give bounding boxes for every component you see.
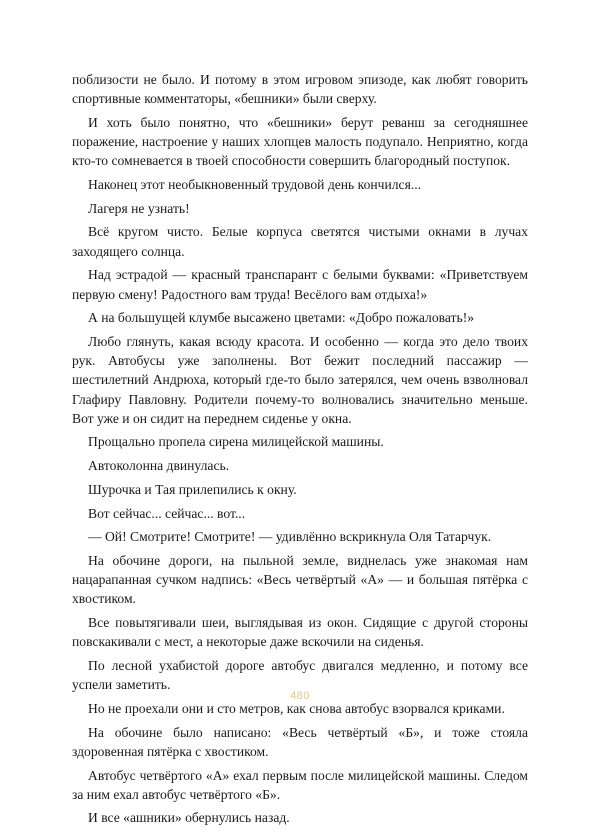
paragraph-4: Лагеря не узнать! (88, 200, 190, 216)
page-number: 480 (290, 690, 310, 702)
paragraph-13: — Ой! Смотрите! Смотрите! — удивлённо вскрикнула Оля Татарчук. (88, 529, 492, 545)
paragraph-6: Над эстрадой — красный транспарант с белыми буквами: «Приветствуем первую смену! Радостного вам труда! Весёлого вам отдыха!» (72, 267, 528, 302)
paragraph-10: Автоколонна двинулась. (88, 458, 230, 474)
paragraph-9: Прощально пропела сирена милицейской машины. (88, 434, 384, 450)
paragraph-15: Все повытягивали шеи, выглядывая из окон. Сидящие с другой стороны повскакивали с мест, а некоторые даже вскочили на сиденья. (72, 615, 528, 650)
paragraph-3: Наконец этот необыкновенный трудовой день кончился... (88, 177, 422, 193)
paragraph-20: И все «ашники» обернулись назад. (88, 810, 290, 826)
paragraph-1: поблизости не было. И потому в этом игровом эпизоде, как любят говорить спортивные комментаторы, «бешники» были сверху. (72, 72, 528, 107)
paragraph-19: Автобус четвёртого «А» ехал первым после милицейской машины. Следом за ним ехал автобус четвёртого «Б». (72, 767, 528, 802)
paragraph-5: Всё кругом чисто. Белые корпуса светятся чистыми окнами в лучах заходящего солнца. (72, 224, 528, 259)
paragraph-7: А на большущей клумбе высажено цветами: «Добро пожаловать!» (88, 310, 475, 326)
paragraph-11: Шурочка и Тая прилепились к окну. (88, 481, 297, 497)
page-text (72, 70, 528, 832)
paragraph-14: На обочине дороги, на пыльной земле, виднелась уже знакомая нам нацарапанная сучком надпись: «Весь четвёртый «А» — и большая пятёрка с хвостиком. (72, 552, 528, 607)
paragraph-8: Любо глянуть, какая всюду красота. И особенно — когда это дело твоих рук. Автобусы уже заполнены. Вот бежит последний пассажир — шестилетний Андрюха, который где-то было затерялся, чем очень взволновал Глафиру Павловну. Родители почему-то волновались значительно меньше. Вот уже и он сидит на переднем сиденье у окна. (72, 333, 528, 426)
paragraph-12: Вот сейчас... сейчас... вот... (88, 505, 246, 521)
paragraph-16: По лесной ухабистой дороге автобус двигался медленно, и потому все успели заметить. (72, 657, 528, 693)
paragraph-18: На обочине было написано: «Весь четвёртый «Б», и тоже стояла здоровенная пятёрка с хвостиком. (72, 724, 528, 759)
paragraph-2: И хоть было понятно, что «бешники» берут реванш за сегодняшнее поражение, настроение у наших хлопцев малость подупало. Неприятно, когда кто-то сомневается в твоей способности совершить благородный поступок. (72, 114, 528, 169)
paragraph-17: Но не проехали они и сто метров, как снова автобус взорвался криками. (88, 700, 505, 716)
